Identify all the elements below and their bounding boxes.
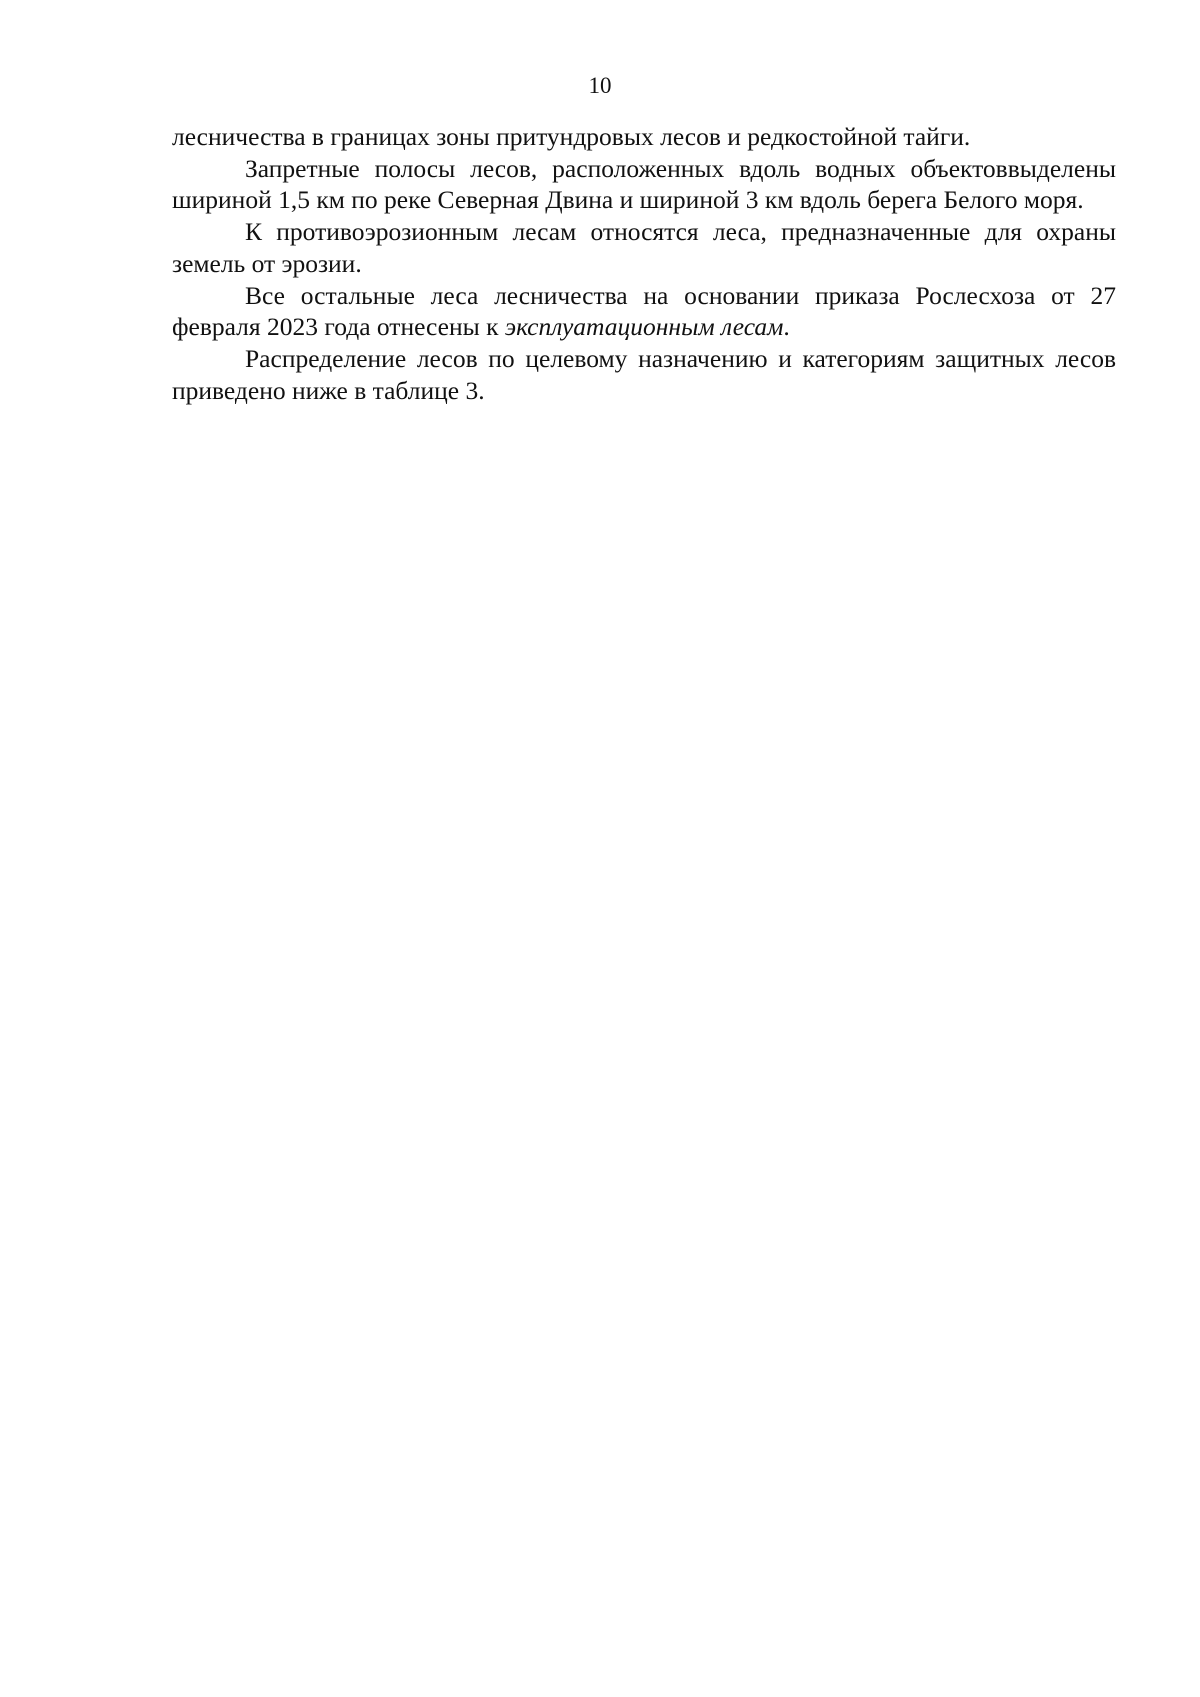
paragraph-anti-erosion-forests: К противоэрозионным лесам относятся леса, предназначенные для охраны земель от эрозии.	[172, 217, 1116, 278]
paragraph-forestry-zone: лесничества в границах зоны притундровых лесов и редкостойной тайги.	[172, 122, 971, 151]
paragraph-exploitation-text: Все остальные леса лесничества на основании приказа Рослесхоза от 27 февраля 2023 года отнесены к	[172, 280, 1116, 342]
paragraph-table-reference: Распределение лесов по целевому назначению и категориям защитных лесов приведено ниже в таблице 3.	[172, 343, 1116, 405]
page-number: 10	[588, 73, 612, 98]
paragraph-exploitation-end: .	[783, 312, 790, 342]
paragraph-protective-strips: Запретные полосы лесов, расположенных вдоль водных объектоввыделены шириной 1,5 км по реке Северная Двина и шириной 3 км вдоль берега Белого моря.	[172, 153, 1116, 215]
paragraph-exploitation-forests	[172, 280, 1116, 343]
document-body	[172, 121, 1116, 406]
exploitation-forests-term: эксплуатационным лесам	[504, 312, 784, 342]
